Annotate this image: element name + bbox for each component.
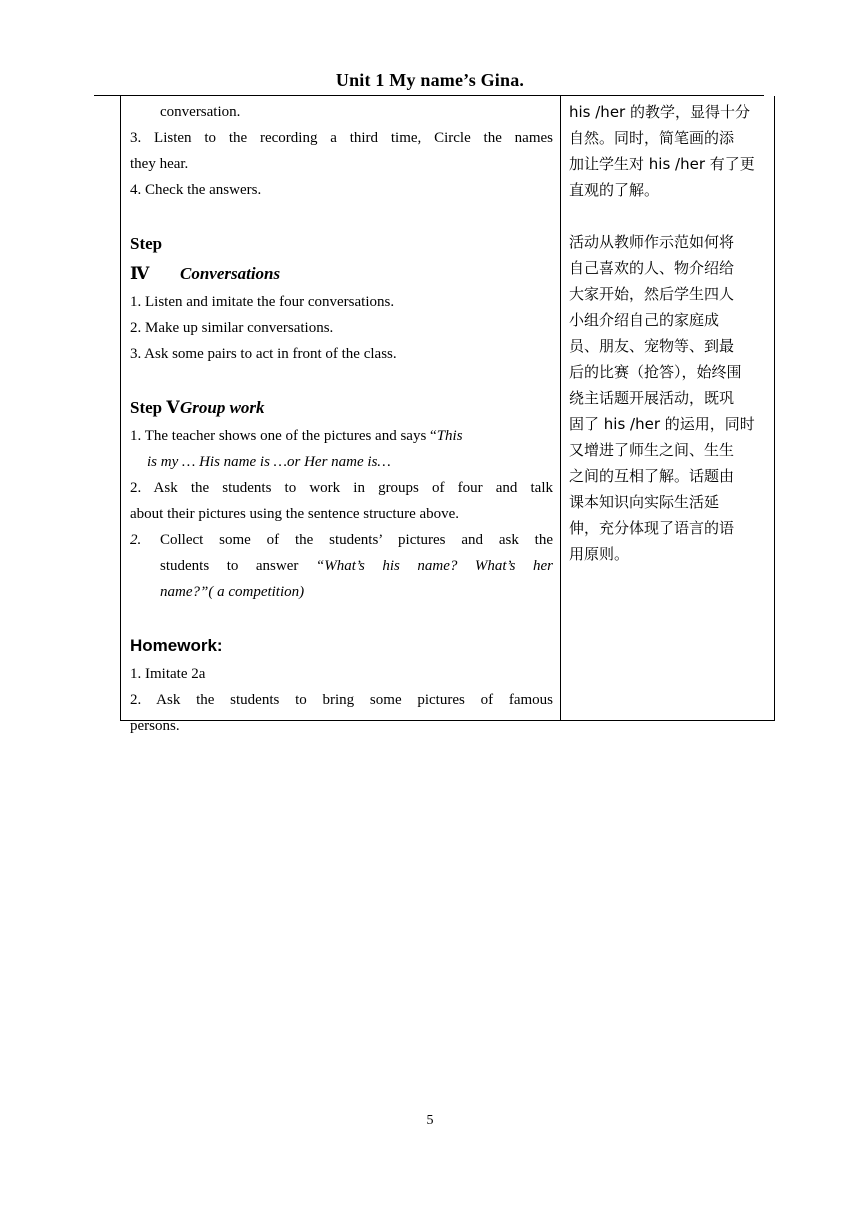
rationale-column: [569, 99, 769, 567]
page-title: Unit 1 My name’s Gina.: [335, 70, 525, 90]
list-item: 2. Ask the students to bring some pictures of famous: [130, 692, 553, 708]
procedure-line: they hear.: [130, 156, 189, 172]
rationale-line: 员、朋友、宠物等、到最: [569, 337, 735, 355]
rationale-line: 伸，充分体现了语言的语: [569, 519, 735, 537]
step-5-label: Step Ⅴ: [130, 398, 180, 417]
procedure-line: conversation.: [160, 104, 241, 120]
rationale-line: 又增进了师生之间、生生: [569, 441, 735, 459]
rationale-line: 自己喜欢的人、物介绍给: [569, 259, 735, 277]
rationale-line: his /her 的教学，显得十分: [569, 103, 750, 121]
list-item: 1. The teacher shows one of the pictures and says “This: [130, 428, 463, 444]
column-divider: [560, 96, 561, 720]
rationale-line: 大家开始，然后学生四人: [569, 285, 735, 303]
rationale-line: 活动从教师作示范如何将: [569, 233, 735, 251]
list-item: 1. Imitate 2a: [130, 666, 206, 682]
rationale-line: 课本知识向实际生活延: [569, 493, 720, 511]
list-item: 2. Collect some of the students’ pictures and ask the: [130, 532, 553, 548]
procedure-line: 3. Listen to the recording a third time, Circle the names: [130, 130, 553, 146]
step-4-heading: [130, 229, 553, 289]
list-item: 3. Ask some pairs to act in front of the class.: [130, 346, 397, 362]
rationale-line: 加让学生对 his /her 有了更: [569, 155, 755, 173]
list-item: 2. Make up similar conversations.: [130, 320, 334, 336]
step-4-label: Step Ⅳ: [130, 234, 163, 283]
rationale-line: 用原则。: [569, 545, 630, 563]
rationale-line: 小组介绍自己的家庭成: [569, 311, 720, 329]
rationale-line: 直观的了解。: [569, 181, 660, 199]
step-5-heading: [130, 393, 553, 423]
rationale-line: 绕主话题开展活动，既巩: [569, 389, 735, 407]
list-item-continued: about their pictures using the sentence structure above.: [130, 506, 460, 522]
procedure-column: [130, 99, 553, 739]
rationale-line: 自然。同时，简笔画的添: [569, 129, 735, 147]
step-4-name: Conversations: [180, 264, 281, 283]
rationale-line: 之间的互相了解。话题由: [569, 467, 735, 485]
homework-heading: Homework:: [130, 636, 223, 655]
list-item: 1. Listen and imitate the four conversations.: [130, 294, 395, 310]
procedure-line: 4. Check the answers.: [130, 182, 262, 198]
step-5-name: Group work: [180, 398, 265, 417]
list-item: 2. Ask the students to work in groups of four and talk: [130, 480, 553, 496]
list-item-continued: is my … His name is …or Her name is…: [147, 454, 391, 470]
rationale-line: 后的比赛（抢答），始终围: [569, 363, 742, 381]
rationale-line: 固了 his /her 的运用，同时: [569, 415, 755, 433]
list-item-continued: name?”( a competition): [160, 584, 305, 600]
page-number: 5: [426, 1113, 434, 1128]
lesson-table: [120, 96, 775, 734]
list-item-continued: students to answer “What’s his name? What’s her: [160, 558, 553, 574]
list-item-continued: persons.: [130, 718, 180, 734]
